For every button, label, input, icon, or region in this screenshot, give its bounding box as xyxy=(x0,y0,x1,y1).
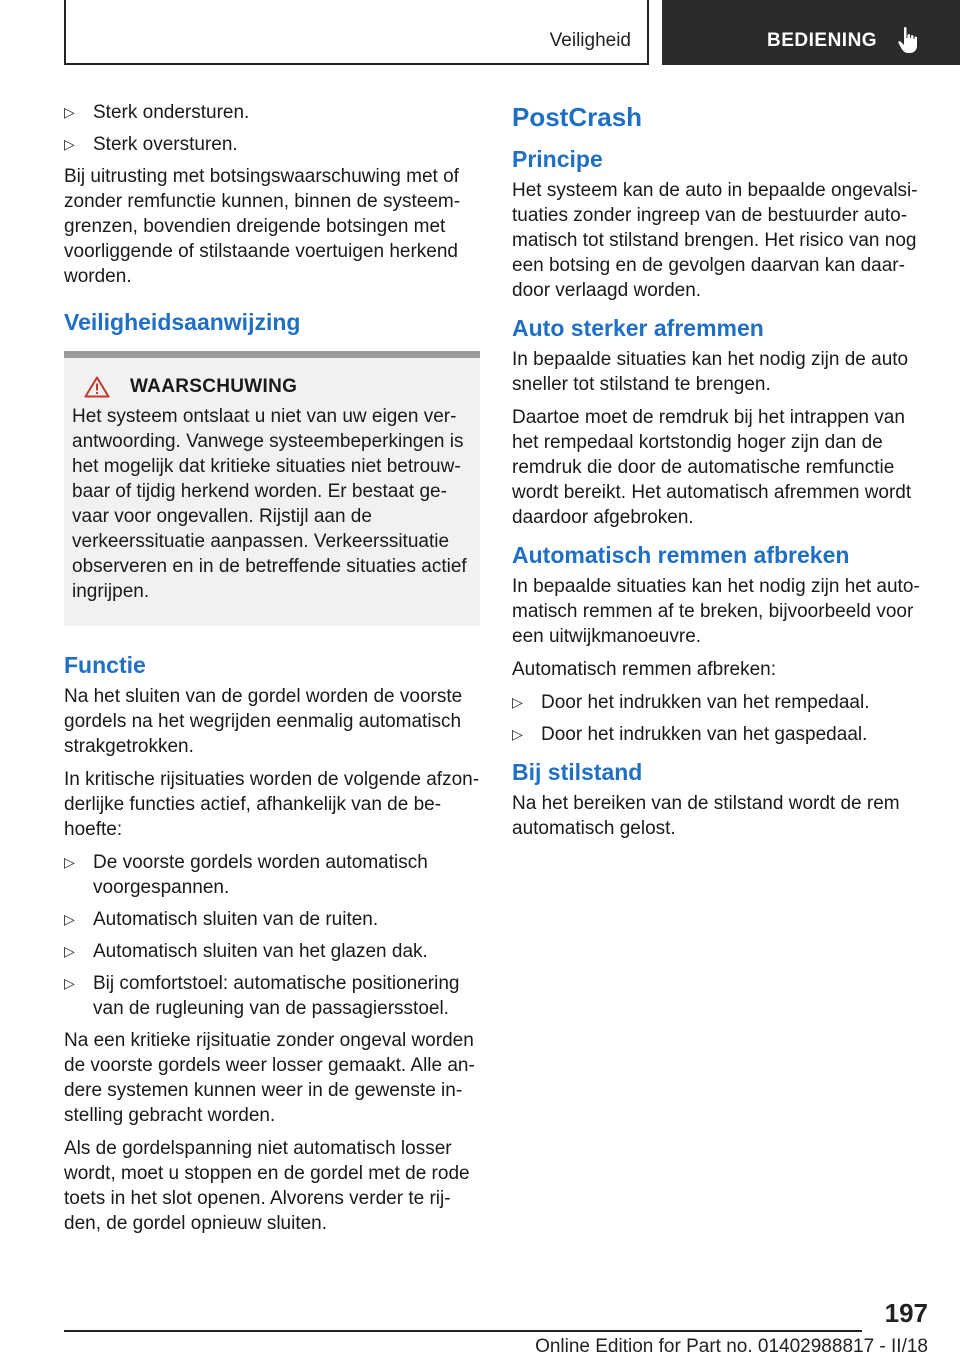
function-paragraph: Na het sluiten van de gordel worden de voorste gordels na het wegrijden eenmalig automatisch strakgetrokken. xyxy=(64,686,463,757)
standstill-heading: Bij stilstand xyxy=(512,759,643,785)
brake-heading: Auto sterker afremmen xyxy=(512,315,764,341)
header-section-frame xyxy=(64,0,649,65)
chapter-label: BEDIENING xyxy=(767,30,878,51)
list-item: ▷ Automatisch sluiten van de ruiten. xyxy=(64,909,379,930)
standstill-paragraph: Na het bereiken van de stilstand wordt de rem automatisch gelost. xyxy=(512,793,900,839)
warning-triangle-icon xyxy=(84,376,110,398)
intro-paragraph: Bij uitrusting met botsingswaarschuwing met of zonder remfunctie kunnen, binnen de systeemgrenzen, bovendien dreigende botsingen met voorliggende of stilstaande voertuigen herkend worden. xyxy=(64,166,461,287)
footer-divider xyxy=(64,1330,862,1332)
page-number: 197 xyxy=(884,1298,928,1328)
triangle-bullet-icon: ▷ xyxy=(512,694,523,710)
section-title: Veiligheid xyxy=(549,30,631,51)
brake-paragraph: In bepaalde situaties kan het nodig zijn de auto sneller tot stilstand te brengen. xyxy=(512,349,909,395)
warning-title: WAARSCHUWING xyxy=(130,376,298,397)
triangle-bullet-icon: ▷ xyxy=(64,975,75,991)
function-paragraph: In kritische rijsituaties worden de volgende afzonderlijke functies actief, afhankelijk van de behoefte: xyxy=(64,769,480,840)
list-item: ▷ Door het indrukken van het rempedaal. xyxy=(512,692,870,713)
triangle-bullet-icon: ▷ xyxy=(64,911,75,927)
triangle-bullet-icon: ▷ xyxy=(512,726,523,742)
list-item: ▷ Automatisch sluiten van het glazen dak. xyxy=(64,941,428,962)
page-title: PostCrash xyxy=(512,102,643,132)
right-column xyxy=(512,100,922,849)
warning-box xyxy=(64,351,480,626)
warning-header xyxy=(72,376,470,398)
triangle-bullet-icon: ▷ xyxy=(64,943,75,959)
chapter-tab[interactable] xyxy=(662,0,960,65)
triangle-bullet-icon: ▷ xyxy=(64,104,75,120)
function-paragraph: Na een kritieke rijsituatie zonder ongeval worden de voorste gordels weer losser gemaakt. Alle andere systemen kunnen weer in de gewenste instelling gebracht worden. xyxy=(64,1030,475,1126)
list-item: ▷ Bij comfortstoel: automatische positionering van de rugleuning van de passagiersstoel. xyxy=(64,973,460,1019)
pointing-hand-icon xyxy=(897,26,919,54)
list-item: ▷ De voorste gordels worden automatisch voorgespannen. xyxy=(64,852,428,898)
abort-heading: Automatisch remmen afbreken xyxy=(512,542,850,568)
function-heading: Functie xyxy=(64,652,146,678)
list-item: ▷ Sterk oversturen. xyxy=(64,134,238,155)
list-item: ▷ Door het indrukken van het gaspedaal. xyxy=(512,724,868,745)
left-column xyxy=(64,100,480,1244)
brake-paragraph: Daartoe moet de remdruk bij het intrappen van het rempedaal kortstondig hoger zijn dan de remdruk die door de automatische remfunctie wordt bereikt. Het automatisch afremmen wordt daardoor afgebroken. xyxy=(512,407,912,528)
principle-heading: Principe xyxy=(512,146,603,172)
abort-paragraph: Automatisch remmen afbreken: xyxy=(512,659,777,680)
list-item: ▷ Sterk ondersturen. xyxy=(64,102,250,123)
triangle-bullet-icon: ▷ xyxy=(64,854,75,870)
edition-note: Online Edition for Part no. 01402988817 - II/18 xyxy=(535,1336,928,1357)
warning-text: Het systeem ontslaat u niet van uw eigen verantwoording. Vanwege systeembeperkingen is het mogelijk dat kritieke situaties niet betrouwbaar of tijdig herkend worden. Er bestaat gevaar voor ongevallen. Rijstijl aan de verkeerssituatie aanpassen. Verkeerssituatie observeren en in de betreffende situaties actief ingrijpen. xyxy=(72,406,467,602)
safety-heading: Veiligheidsaanwijzing xyxy=(64,309,301,335)
principle-paragraph: Het systeem kan de auto in bepaalde ongevalsituaties zonder ingreep van de bestuurder automatisch tot stilstand brengen. Het risico van nog een botsing en de gevolgen daarvan kan daardoor verlaagd worden. xyxy=(512,180,918,301)
triangle-bullet-icon: ▷ xyxy=(64,136,75,152)
function-paragraph: Als de gordelspanning niet automatisch losser wordt, moet u stoppen en de gordel met de rode toets in het slot openen. Alvorens verder te rijden, de gordel opnieuw sluiten. xyxy=(64,1138,470,1234)
abort-paragraph: In bepaalde situaties kan het nodig zijn het automatisch remmen af te breken, bijvoorbeeld voor een uitwijkmanoeuvre. xyxy=(512,576,920,647)
